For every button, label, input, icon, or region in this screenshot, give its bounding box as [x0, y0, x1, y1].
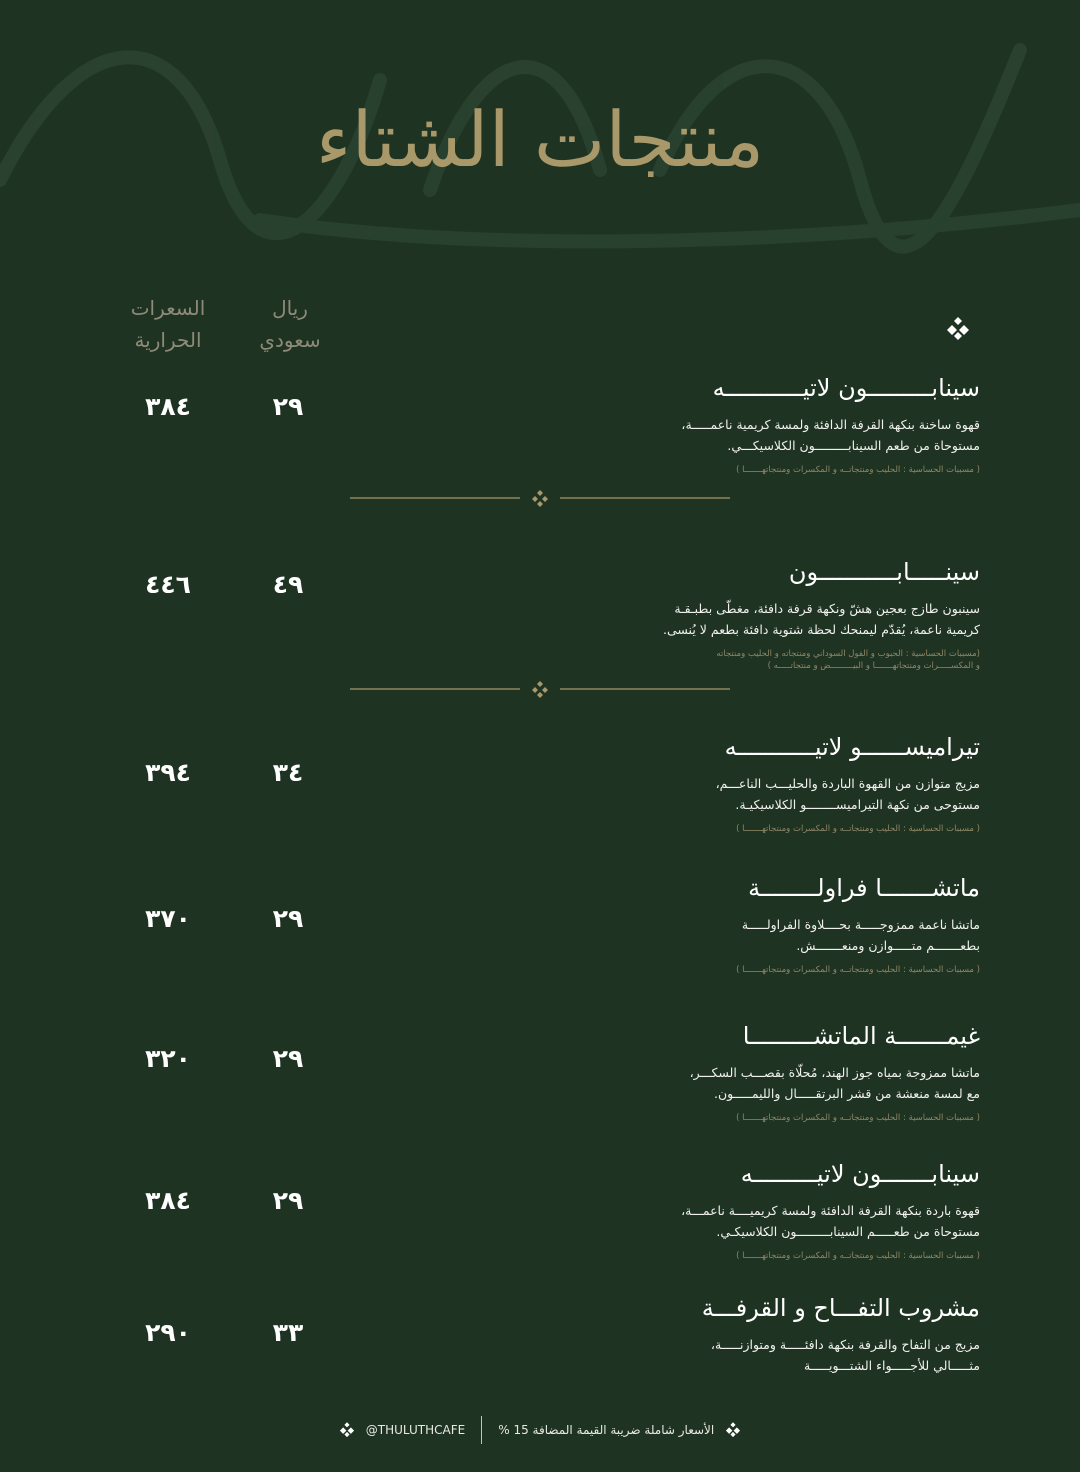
menu-item — [560, 372, 980, 476]
item-calories: ٣٨٤ — [145, 392, 191, 421]
item-description: ماتشا ناعمة ممزوجـــــة بحــــلاوة الفراولـــــة بطعـــــــم متـــــوازن ومنعـــــــش. — [741, 917, 980, 953]
item-calories: ٣٨٤ — [145, 1186, 191, 1215]
item-name: سينـــــابـــــــــــون — [788, 558, 980, 586]
item-description: قهوة باردة بنكهة القرفة الدافئة ولمسة كريميــــة ناعمـــة، مستوحاة من طعـــــم السينابـــــــــون الكلاسيكـي. — [681, 1203, 980, 1239]
item-calories: ٢٩٠ — [145, 1318, 191, 1347]
item-description: سينبون طازج بعجين هشّ ونكهة قرفة دافئة، مغطّى بطبـقـة كريمية ناعمة، يُقدّم ليمنحك لحظة شتوية دافئة بطعم لا يُنسى. — [663, 601, 980, 637]
footer-separator — [481, 1416, 482, 1444]
item-name: تيراميســــــو لاتيـــــــــــه — [724, 733, 980, 761]
menu-item — [560, 1158, 980, 1262]
item-price: ٤٩ — [272, 570, 304, 599]
page-title: منتجات الشتاء — [315, 95, 765, 184]
item-description: مزيج من التفاح والقرفة بنكهة دافئـــــة ومتوازنـــــة، مثـــــالي للأجـــــواء الشتـــويـــــة — [710, 1337, 980, 1373]
item-allergens: ( مسببات الحساسية : الحليب ومنتجاتــه و المكسرات ومنتجاتهـــــــا ) — [736, 1113, 980, 1123]
item-allergens: ( مسببات الحساسية : الحليب ومنتجاتــه و المكسرات ومنتجاتهـــــــا ) — [736, 965, 980, 975]
item-price: ٢٩ — [272, 1044, 304, 1073]
item-calories: ٤٤٦ — [145, 570, 191, 599]
social-handle[interactable]: @THULUTHCAFE — [365, 1423, 466, 1437]
item-name: غيمـــــــة الماتشـــــــــا — [742, 1022, 980, 1050]
item-description: مزيج متوازن من القهوة الباردة والحليـــب الناعـــم، مستوحى من نكهة التيراميســــــــو الكلاسيكيـة. — [715, 776, 980, 812]
item-price: ٣٣ — [272, 1318, 304, 1347]
item-calories: ٣٩٤ — [145, 758, 191, 787]
brand-diamond-icon — [724, 1421, 742, 1439]
menu-item — [560, 1292, 980, 1376]
item-price: ٢٩ — [272, 904, 304, 933]
item-name: سينابـــــــون لاتيـــــــــه — [740, 1160, 980, 1188]
item-allergens: ( مسببات الحساسية : الحليب ومنتجاتــه و المكسرات ومنتجاتهـــــــا ) — [736, 824, 980, 834]
item-price: ٢٩ — [272, 392, 304, 421]
price-column-header: ريال سعودي — [259, 296, 321, 352]
item-description: قهوة ساخنة بنكهة القرفة الدافئة ولمسة كريمية ناعمـــــة، مستوحاة من طعم السينابـــــــــون الكلاسيكـــي. — [681, 417, 980, 453]
calories-column-header: السعرات الحرارية — [130, 296, 206, 352]
item-name: مشروب التفـــاح و القرفـــة — [701, 1294, 980, 1322]
item-allergens: ( مسببات الحساسية : الحليب ومنتجاتــه و المكسرات ومنتجاتهـــــــا ) — [736, 1251, 980, 1261]
item-price: ٣٤ — [272, 758, 304, 787]
item-allergens: (مسببات الحساسية : الحبوب و الفول السوداني ومنتجاته و الحليب ومنتجاته و المكســـــرات ومنتجاتهـــــــا و البيـــــــــض و منتجاتـــــه ) — [716, 649, 980, 671]
item-calories: ٣٧٠ — [145, 904, 191, 933]
item-name: ماتشـــــــا فراولــــــــة — [748, 874, 980, 902]
item-description: ماتشا ممزوجة بمياه جوز الهند، مُحلّاة بقصـــب السكـــر، مع لمسة منعشة من قشر البرتقـــــال والليمـــــون. — [689, 1065, 980, 1101]
item-name: سينابـــــــــون لاتيـــــــــــه — [712, 374, 980, 402]
footer — [0, 1415, 1080, 1445]
menu-item — [560, 872, 980, 976]
ornament-divider — [350, 486, 730, 510]
menu-item — [560, 556, 980, 672]
menu-item — [560, 1020, 980, 1124]
item-calories: ٣٢٠ — [145, 1044, 191, 1073]
item-allergens: ( مسببات الحساسية : الحليب ومنتجاتــه و المكسرات ومنتجاتهـــــــا ) — [736, 465, 980, 475]
brand-diamond-icon — [944, 315, 972, 343]
ornament-divider — [350, 677, 730, 701]
menu-item — [560, 731, 980, 835]
brand-diamond-icon — [338, 1421, 356, 1439]
vat-note: الأسعار شاملة ضريبة القيمة المضافة 15 % — [498, 1423, 715, 1437]
item-price: ٢٩ — [272, 1186, 304, 1215]
